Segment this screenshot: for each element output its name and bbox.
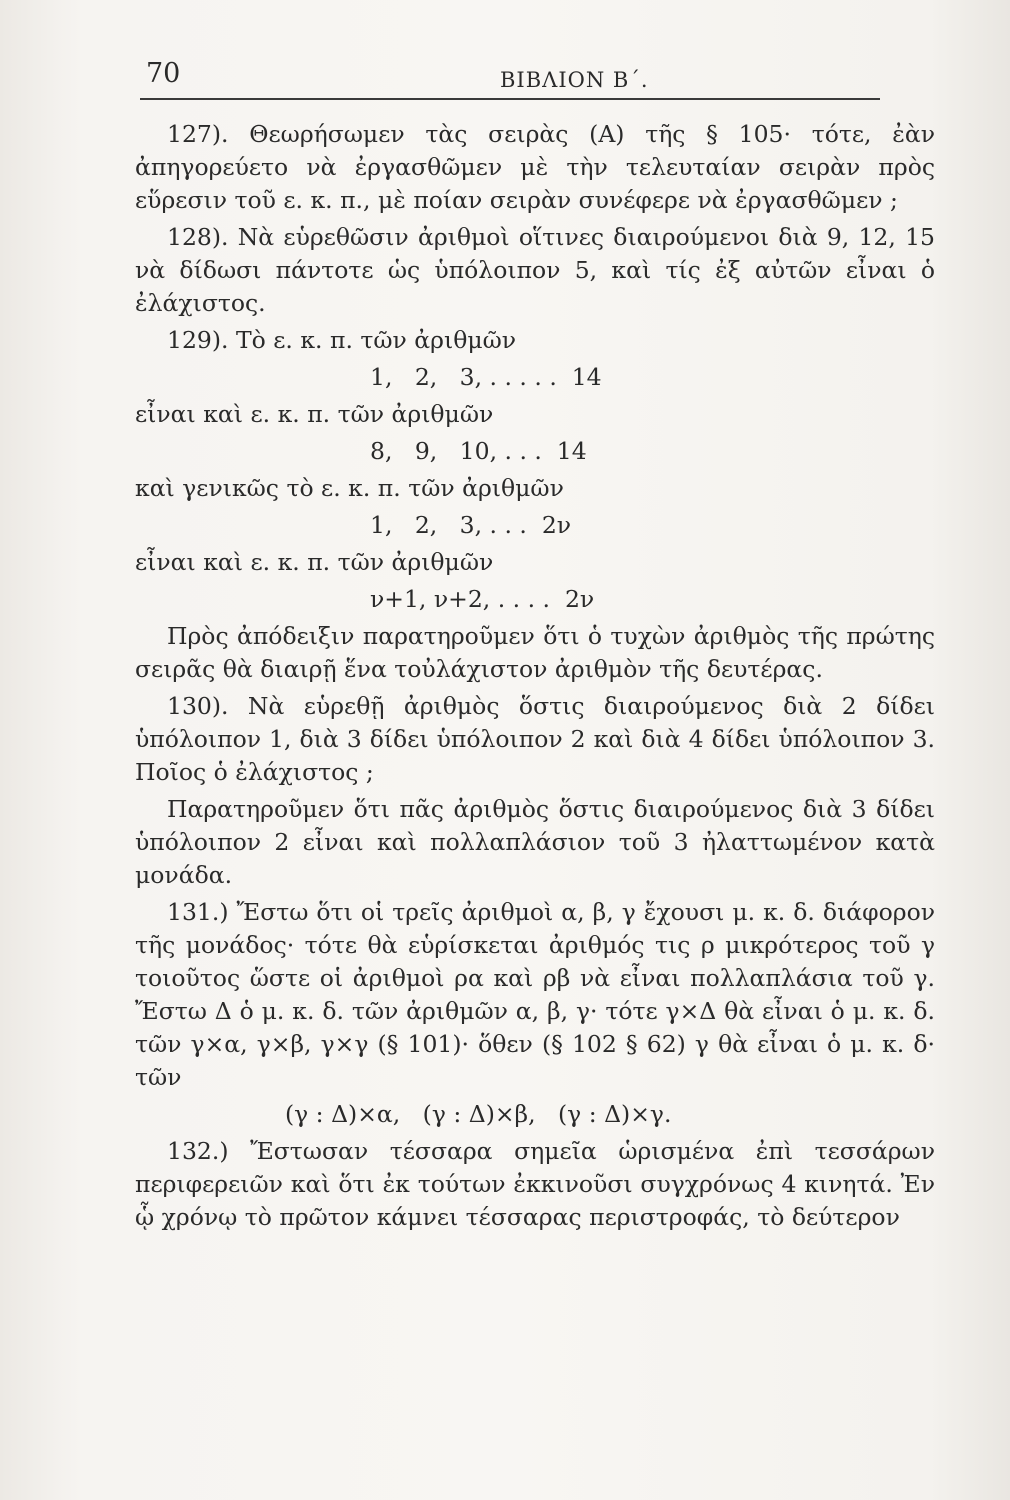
exercise-127: 127). Θεωρήσωμεν τὰς σειρὰς (Α) τῆς § 105· τότε, ἐὰν ἀπηγορεύετο νὰ ἐργασθῶμεν μὲ τὴν τελευταίαν σειρὰν πρὸς εὕρεσιν τοῦ ε. κ. π., μὲ ποίαν σειρὰν συνέφερε νὰ ἐργασθῶμεν ;: [135, 120, 935, 214]
header-rule: [140, 98, 880, 100]
number-series-4: ν+1, ν+2, . . . . 2ν: [370, 585, 595, 613]
number-series-3: 1, 2, 3, . . . 2ν: [370, 511, 572, 539]
exercise-132: 132.) Ἔστωσαν τέσσαρα σημεῖα ὡρισμένα ἐπὶ τεσσάρων περιφερειῶν καὶ ὅτι ἐκ τούτων ἐκκινοῦσι συγχρόνως 4 κινητά. Ἐν ᾧ χρόνῳ τὸ πρῶτον κάμνει τέσσαρας περιστροφάς, τὸ δεύτερον: [135, 1137, 935, 1231]
exercise-129-line-b: εἶναι καὶ ε. κ. π. τῶν ἀριθμῶν: [135, 400, 494, 428]
running-title: ΒΙΒΛΙΟΝ Β΄.: [500, 68, 649, 92]
exercise-129-proof: Πρὸς ἀπόδειξιν παρατηροῦμεν ὅτι ὁ τυχὼν ἀριθμὸς τῆς πρώτης σειρᾶς θὰ διαιρῇ ἕνα τοὐλάχιστον ἀριθμὸν τῆς δευτέρας.: [135, 622, 935, 683]
exercise-129-intro: 129). Τὸ ε. κ. π. τῶν ἀριθμῶν: [167, 326, 517, 354]
number-series-2: 8, 9, 10, . . . 14: [370, 437, 587, 465]
exercise-130: 130). Νὰ εὑρεθῇ ἀριθμὸς ὅστις διαιρούμενος διὰ 2 δίδει ὑπόλοιπον 1, διὰ 3 δίδει ὑπόλοιπον 2 καὶ διὰ 4 δίδει ὑπόλοιπον 3. Ποῖος ὁ ἐλάχιστος ;: [135, 692, 935, 786]
page-header: [140, 58, 880, 98]
exercise-128: 128). Νὰ εὑρεθῶσιν ἀριθμοὶ οἵτινες διαιρούμενοι διὰ 9, 12, 15 νὰ δίδωσι πάντοτε ὡς ὑπόλοιπον 5, καὶ τίς ἐξ αὐτῶν εἶναι ὁ ἐλάχιστος.: [135, 223, 935, 317]
exercise-129-line-d: εἶναι καὶ ε. κ. π. τῶν ἀριθμῶν: [135, 548, 494, 576]
page-number: 70: [146, 58, 181, 89]
exercise-129-line-c: καὶ γενικῶς τὸ ε. κ. π. τῶν ἀριθμῶν: [135, 474, 564, 502]
page-body: [135, 118, 935, 1238]
exercise-131: 131.) Ἔστω ὅτι οἱ τρεῖς ἀριθμοὶ α, β, γ ἔχουσι μ. κ. δ. διάφορον τῆς μονάδος· τότε θὰ εὑρίσκεται ἀριθμός τις ρ μικρότερος τοῦ γ τοιοῦτος ὥστε οἱ ἀριθμοὶ ρα καὶ ρβ νὰ εἶναι πολλαπλάσια τοῦ γ. Ἔστω Δ ὁ μ. κ. δ. τῶν ἀριθμῶν α, β, γ· τότε γ×Δ θὰ εἶναι ὁ μ. κ. δ. τῶν γ×α, γ×β, γ×γ (§ 101)· ὅθεν (§ 102 § 62) γ θὰ εἶναι ὁ μ. κ. δ· τῶν: [135, 898, 935, 1091]
number-series-1: 1, 2, 3, . . . . . 14: [370, 363, 602, 391]
exercise-130-note: Παρατηροῦμεν ὅτι πᾶς ἀριθμὸς ὅστις διαιρούμενος διὰ 3 δίδει ὑπόλοιπον 2 εἶναι καὶ πολλαπλάσιον τοῦ 3 ἠλαττωμένον κατὰ μονάδα.: [135, 795, 935, 889]
gcd-formula: (γ : Δ)×α, (γ : Δ)×β, (γ : Δ)×γ.: [285, 1100, 672, 1128]
